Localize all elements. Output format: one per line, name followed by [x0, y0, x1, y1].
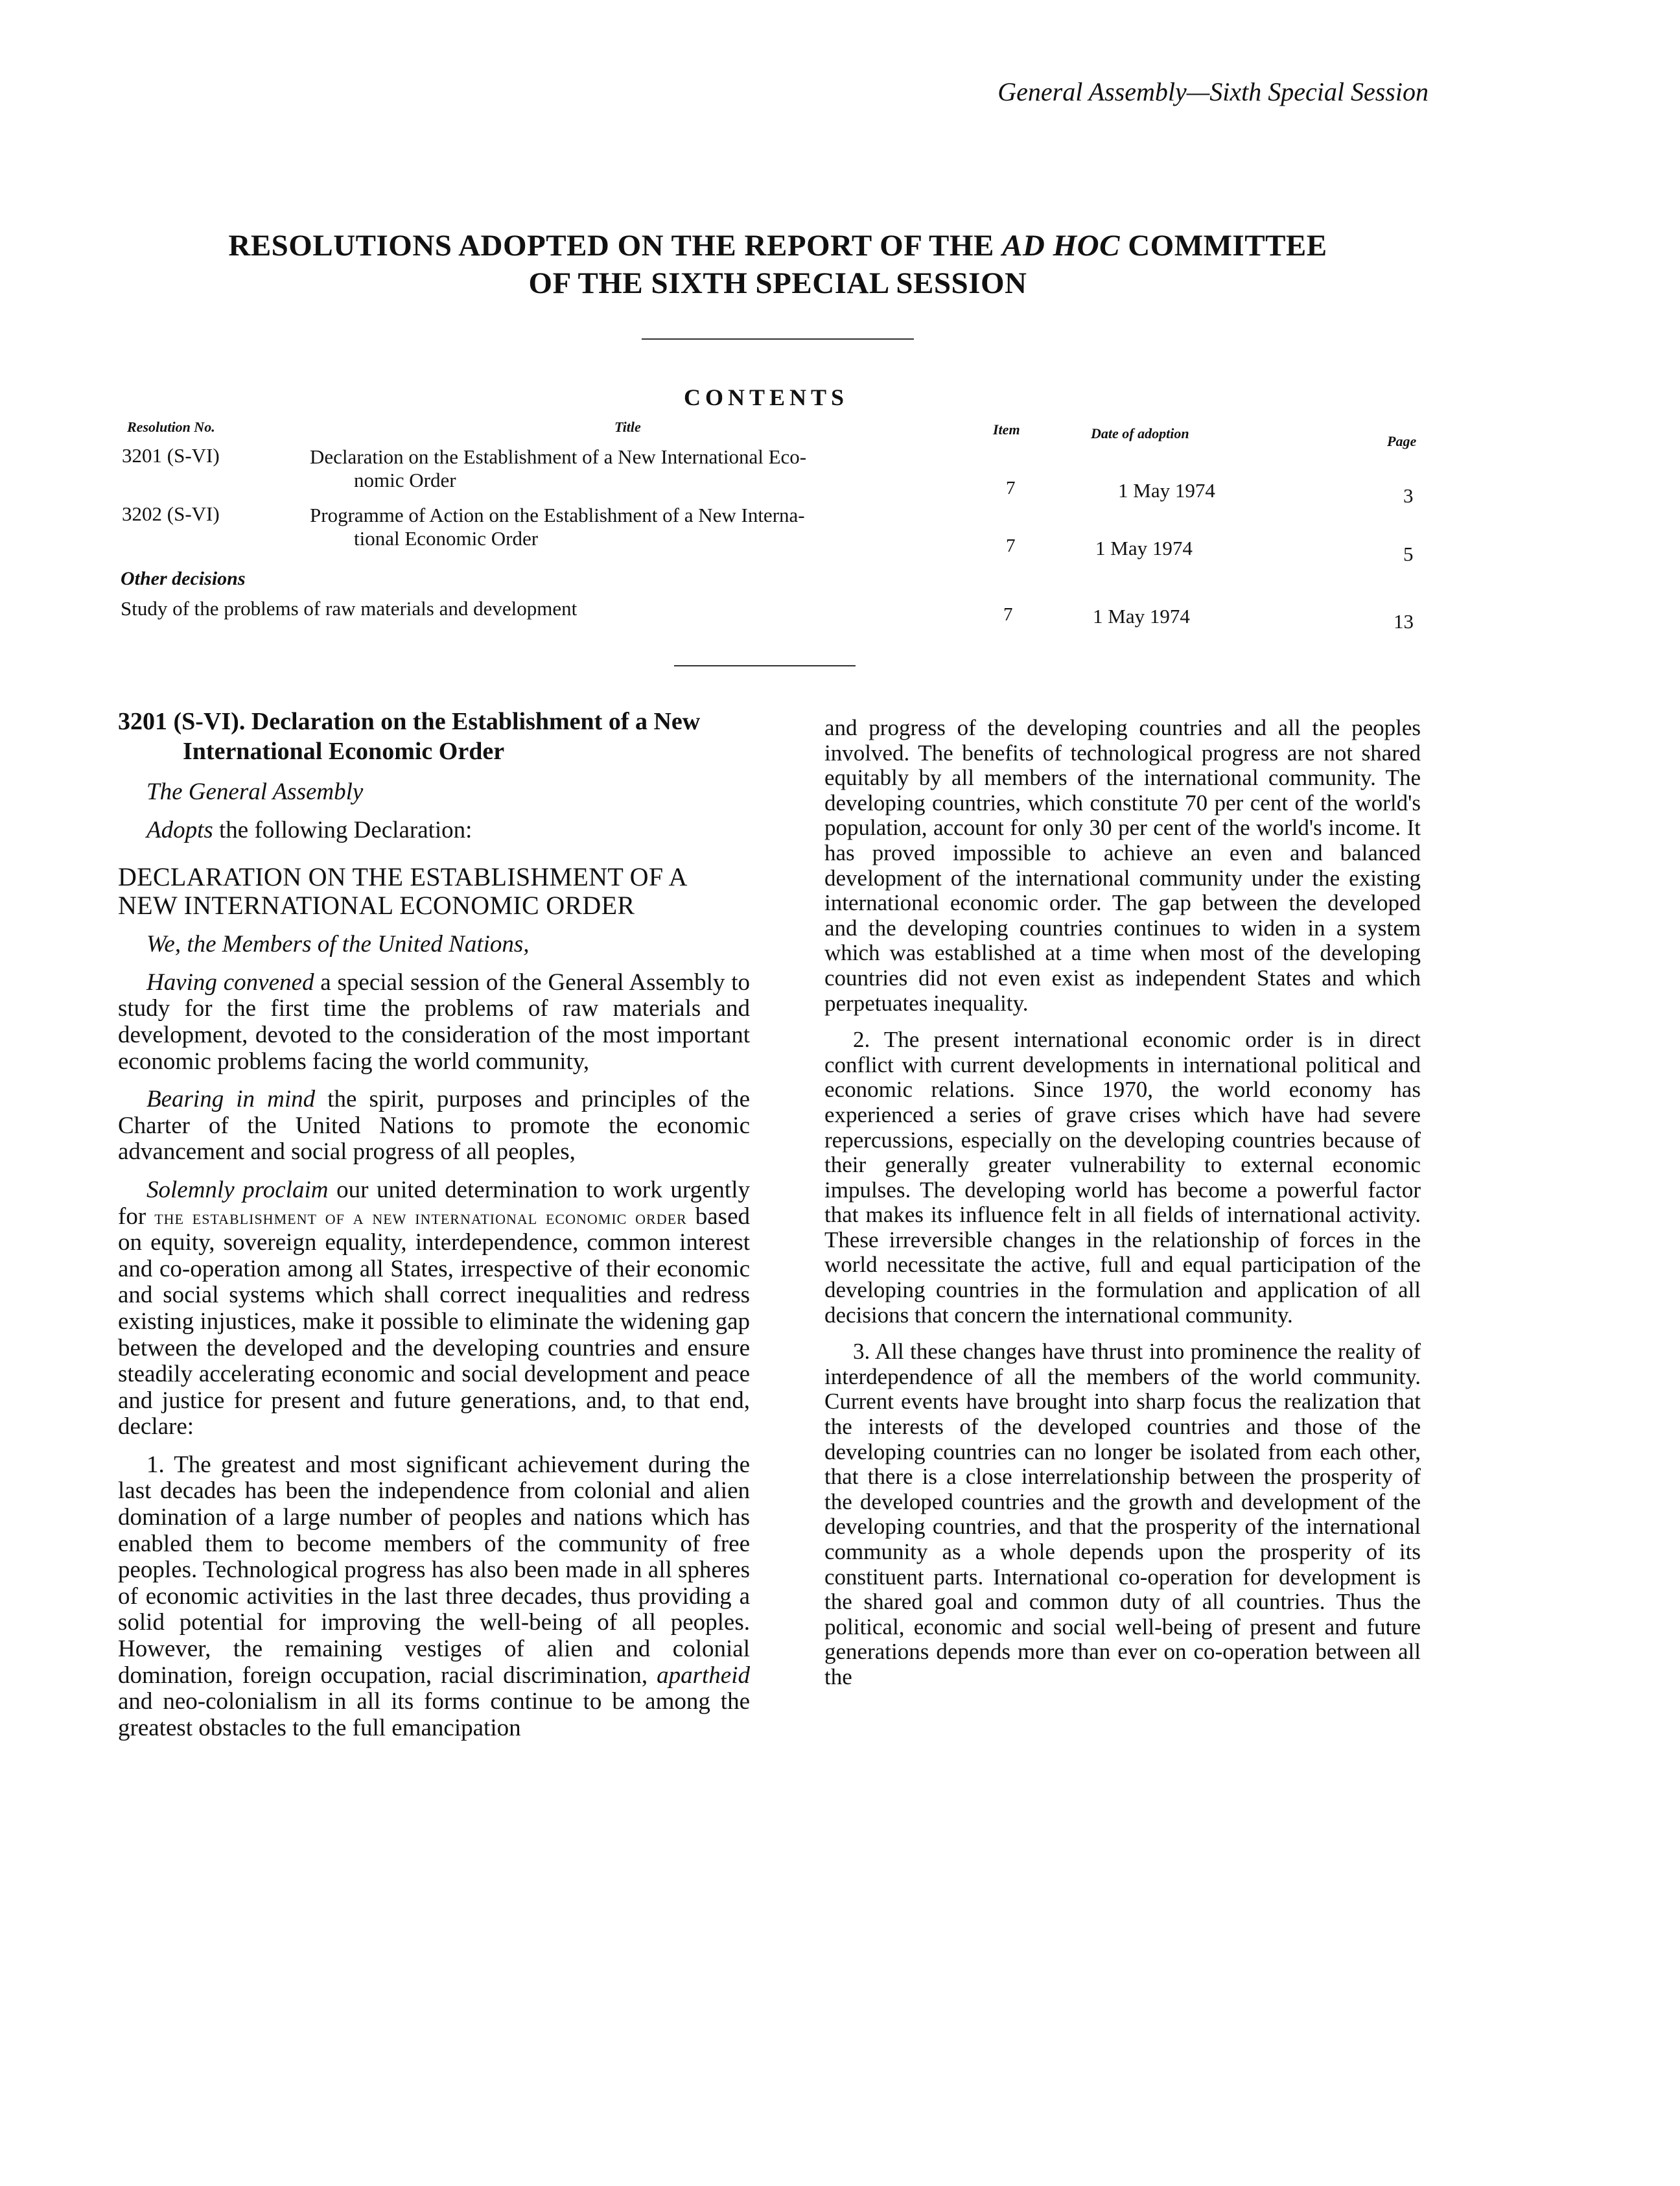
col-header-page: Page — [1387, 433, 1417, 449]
paragraph-1-continued: and progress of the developing countries and all the peoples involved. The benefits of technological progress are not shared equitably by all members of the international community. The developing countries, which constitute 70 per cent of the world's population, account for only 30 per cent of the world's income. It has proved impossible to achieve an even and balanced development of the international community under the existing international economic order. The gap between the developed and the developing countries continues to widen in a system which was established at a time when most of the developing countries did not even exist as independent States and which perpetuates inequality. — [824, 715, 1421, 1016]
row-2-page: 5 — [1403, 543, 1414, 565]
col-header-resolution: Resolution No. — [127, 419, 215, 435]
row-1-title-line-2: nomic Order — [354, 469, 456, 491]
adopts-line: Adopts the following Declaration: — [146, 816, 472, 843]
paragraph-3: 3. All these changes have thrust into prominence the reality of interdependence of all the members of the world community. Current events have brought into sharp focus the realization that the interests of the developed countries and those of the developing countries can no longer be isolated from each other, that there is a close interrelationship between the prosperity of the developed countries and the growth and development of the developing countries, and that the prosperity of the international community as a whole depends upon the prosperity of its constituent parts. International co-operation for development is the shared goal and common duty of all countries. Thus the political, economic and social well-being of present and future generations depends more than ever on co-operation between all the — [824, 1339, 1421, 1689]
page-title-line-2: OF THE SIXTH SPECIAL SESSION — [528, 266, 1027, 300]
col-header-date: Date of adoption — [1091, 425, 1189, 441]
members-line: We, the Members of the United Nations, — [146, 931, 530, 958]
row-1-page: 3 — [1403, 484, 1414, 507]
row-2-item: 7 — [1006, 535, 1016, 556]
row-1-date: 1 May 1974 — [1118, 479, 1215, 502]
resolution-heading: 3201 (S-VI). Declaration on the Establishment of a New International Economic Order — [118, 708, 701, 765]
row-2-title-line-1: Programme of Action on the Establishment of a New Interna- — [310, 504, 805, 526]
paragraph-having-convened: Having convened a special session of the General Assembly to study for the first time the problems of raw materials and development, devoted to the consideration of the most important economic problems facing the world community, — [118, 969, 750, 1075]
row-2-date: 1 May 1974 — [1095, 537, 1193, 559]
row-1-title-line-1: Declaration on the Establishment of a New International Eco- — [310, 445, 807, 468]
paragraph-1: 1. The greatest and most significant achievement during the last decades has been the independence from colonial and alien domination of a large number of peoples and nations which has enabled them to become members of the community of free peoples. Technological progress has also been made in all spheres of economic activities in the last three decades, thus providing a solid potential for improving the well-being of all peoples. However, the remaining vestiges of alien and colonial domination, foreign occupation, racial discrimination, apartheid and neo-colonialism in all its forms continue to be among the greatest obstacles to the full emancipation — [118, 1451, 750, 1741]
page-title-line-1: RESOLUTIONS ADOPTED ON THE REPORT OF THE AD HOC COMMITTEE — [228, 229, 1327, 263]
row-3-page: 13 — [1394, 610, 1414, 633]
row-3-date: 1 May 1974 — [1093, 605, 1190, 628]
contents-divider — [674, 665, 856, 666]
row-1-item: 7 — [1006, 478, 1016, 499]
right-column — [824, 716, 1421, 1690]
other-decisions-heading: Other decisions — [121, 568, 246, 589]
col-header-title: Title — [614, 419, 641, 435]
row-2-number: 3202 (S-VI) — [122, 502, 220, 525]
left-column — [118, 707, 750, 1741]
general-assembly-line: The General Assembly — [146, 779, 364, 805]
row-2-title-line-2: tional Economic Order — [354, 527, 539, 550]
row-3-title: Study of the problems of raw materials and development — [121, 597, 578, 620]
paragraph-2: 2. The present international economic order is in direct conflict with current developments in international political and economic relations. Since 1970, the world economy has experienced a series of grave crises which have had severe repercussions, especially on the developing countries because of their generally greater vulnerability to external economic impulses. The developing world has become a powerful factor that makes its influence felt in all fields of international activity. These irreversible changes in the relationship of forces in the world necessitate the active, full and equal participation of the developing countries in the formulation and application of all decisions that concern the international community. — [824, 1027, 1421, 1328]
title-divider — [642, 338, 914, 340]
declaration-title: DECLARATION ON THE ESTABLISHMENT OF A NEW INTERNATIONAL ECONOMIC ORDER — [118, 862, 686, 921]
paragraph-bearing-in-mind: Bearing in mind the spirit, purposes and principles of the Charter of the United Nations to promote the economic advancement and social progress of all peoples, — [118, 1086, 751, 1166]
running-head: General Assembly—Sixth Special Session — [998, 77, 1429, 106]
col-header-item: Item — [993, 421, 1020, 438]
row-1-number: 3201 (S-VI) — [122, 444, 220, 467]
paragraph-solemnly-proclaim: Solemnly proclaim our united determination to work urgently for the establishment of a new international economic order based on equity, sovereign equality, interdependence, common interest and co-operation among all States, irrespective of their economic and social systems which shall correct inequalities and redress existing injustices, make it possible to eliminate the widening gap between the developed and the developing countries and ensure steadily accelerating economic and social development and peace and justice for present and future generations, and, to that end, declare: — [118, 1176, 751, 1440]
row-3-item: 7 — [1003, 604, 1013, 625]
page-title — [162, 227, 1394, 302]
contents-heading: CONTENTS — [684, 384, 849, 410]
